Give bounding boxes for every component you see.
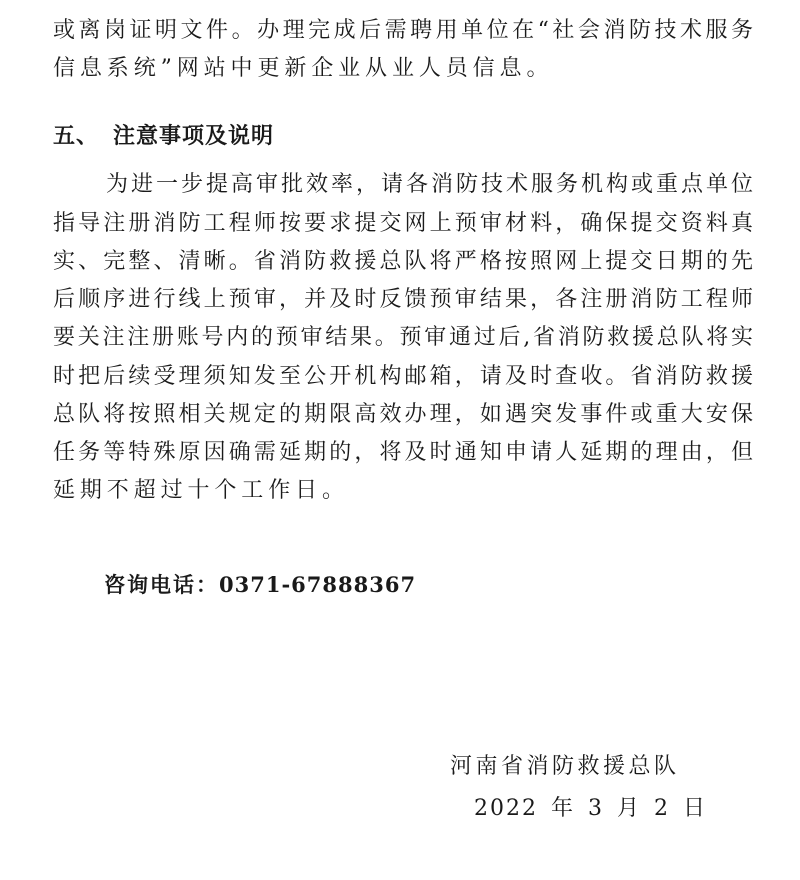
paragraph-line: 要关注注册账号内的预审结果。预审通过后,省消防救援总队将实: [53, 325, 753, 350]
section-heading: [53, 122, 274, 152]
paragraph-line: 总队将按照相关规定的期限高效办理，如遇突发事件或重大安保: [53, 402, 753, 427]
paragraph-line: 后顺序进行线上预审，并及时反馈预审结果，各注册消防工程师: [53, 287, 753, 312]
paragraph-line: 延期不超过十个工作日。: [53, 478, 349, 503]
paragraph-line: 任务等特殊原因确需延期的，将及时通知申请人延期的理由，但: [53, 440, 753, 465]
paragraph-line: 指导注册消防工程师按要求提交网上预审材料，确保提交资料真: [53, 211, 753, 236]
contact-info: [104, 570, 416, 600]
paragraph-line: 为进一步提高审批效率，请各消防技术服务机构或重点单位: [106, 172, 753, 197]
section-title: 注意事项及说明: [113, 124, 275, 149]
paragraph-line: 信息系统”网站中更新企业从业人员信息。: [53, 56, 554, 81]
signature-date: 2022 年 3 月 2 日: [474, 796, 707, 821]
paragraph-line: 或离岗证明文件。办理完成后需聘用单位在“社会消防技术服务: [53, 18, 753, 43]
signature-organization: 河南省消防救援总队: [450, 754, 680, 779]
contact-label: 咨询电话：: [104, 573, 219, 597]
section-number: 五、: [53, 124, 100, 149]
contact-phone: 0371-67888367: [219, 572, 417, 597]
paragraph-line: 时把后续受理须知发至公开机构邮箱，请及时查收。省消防救援: [53, 364, 753, 389]
paragraph-line: 实、完整、清晰。省消防救援总队将严格按照网上提交日期的先: [53, 249, 753, 274]
